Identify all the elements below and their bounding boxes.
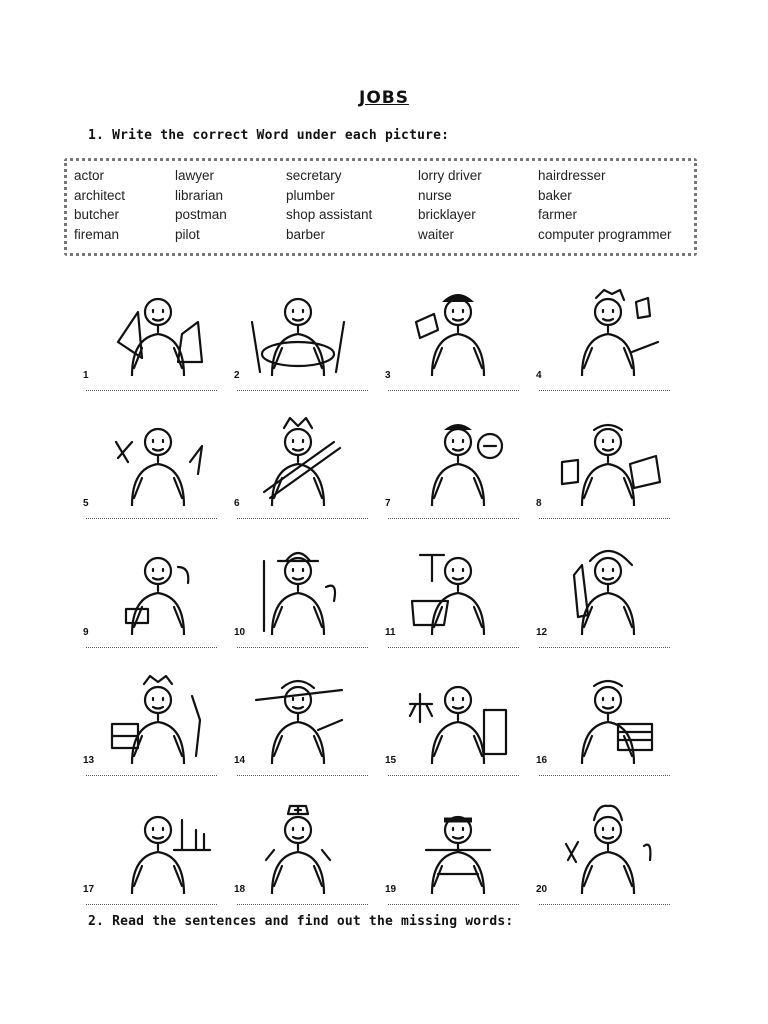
picture-number: 7 (385, 498, 391, 509)
picture-number: 8 (536, 498, 542, 509)
postman-icon (398, 272, 518, 376)
answer-line[interactable] (388, 775, 519, 776)
answer-line[interactable] (237, 647, 368, 648)
answer-line[interactable] (86, 647, 217, 648)
picture-number: 4 (536, 370, 542, 381)
word-bank-item: baker (538, 188, 572, 203)
word-bank-item: bricklayer (418, 207, 476, 222)
picture-number: 16 (536, 755, 548, 766)
answer-line[interactable] (86, 775, 217, 776)
answer-line[interactable] (388, 904, 519, 905)
answer-line[interactable] (86, 390, 217, 391)
hairdresser-icon (548, 790, 668, 894)
word-bank-item: lorry driver (418, 168, 482, 183)
answer-line[interactable] (539, 775, 670, 776)
answer-line[interactable] (237, 390, 368, 391)
picture-number: 9 (83, 627, 89, 638)
secretary-icon (98, 531, 218, 635)
word-bank-item: hairdresser (538, 168, 606, 183)
answer-line[interactable] (539, 390, 670, 391)
page-title: JOBS (359, 88, 409, 108)
picture-number: 14 (234, 755, 246, 766)
picture-number: 20 (536, 884, 548, 895)
word-bank-item: actor (74, 168, 105, 183)
word-bank-item: secretary (286, 168, 342, 183)
answer-line[interactable] (388, 647, 519, 648)
picture-number: 17 (83, 884, 95, 895)
word-bank-item: barber (286, 227, 326, 242)
word-bank-item: plumber (286, 188, 335, 203)
bricklayer-icon (98, 660, 218, 764)
barber-icon (98, 402, 218, 506)
picture-number: 15 (385, 755, 397, 766)
picture-number: 19 (385, 884, 397, 895)
word-bank-item: architect (74, 188, 126, 203)
plumber-icon (238, 660, 358, 764)
word-bank-item: computer programmer (538, 227, 672, 242)
answer-line[interactable] (86, 518, 217, 519)
answer-line[interactable] (388, 518, 519, 519)
answer-line[interactable] (388, 390, 519, 391)
picture-number: 5 (83, 498, 89, 509)
word-bank-item: lawyer (175, 168, 215, 183)
picture-number: 13 (83, 755, 95, 766)
nurse-icon (238, 790, 358, 894)
answer-line[interactable] (539, 647, 670, 648)
picture-number: 3 (385, 370, 391, 381)
word-bank-item: farmer (538, 207, 578, 222)
word-bank-item: nurse (418, 188, 452, 203)
picture-number: 6 (234, 498, 240, 509)
answer-line[interactable] (539, 904, 670, 905)
shop-assistant-icon (548, 402, 668, 506)
librarian-icon (548, 660, 668, 764)
lorry-driver-icon (238, 272, 358, 376)
word-bank-item: postman (175, 207, 227, 222)
butcher-icon (548, 272, 668, 376)
word-bank-item: librarian (175, 188, 224, 203)
fireman-icon (548, 531, 668, 635)
waiter-icon (98, 790, 218, 894)
answer-line[interactable] (237, 904, 368, 905)
picture-number: 12 (536, 627, 548, 638)
pilot-icon (398, 790, 518, 894)
word-bank-item: shop assistant (286, 207, 373, 222)
answer-line[interactable] (539, 518, 670, 519)
picture-number: 2 (234, 370, 240, 381)
word-bank-item: fireman (74, 227, 120, 242)
word-bank-item: butcher (74, 207, 120, 222)
farmer-icon (238, 531, 358, 635)
answer-line[interactable] (237, 518, 368, 519)
lawyer-icon (398, 660, 518, 764)
picture-number: 10 (234, 627, 246, 638)
instruction-1: 1. Write the correct Word under each picture: (88, 128, 450, 143)
instruction-2: 2. Read the sentences and find out the missing words: (88, 914, 514, 929)
picture-number: 11 (385, 627, 396, 638)
actor-icon (398, 402, 518, 506)
word-bank-item: pilot (175, 227, 200, 242)
computer-programmer-icon (398, 531, 518, 635)
baker-icon (238, 402, 358, 506)
answer-line[interactable] (86, 904, 217, 905)
answer-line[interactable] (237, 775, 368, 776)
architect-icon (98, 272, 218, 376)
word-bank-item: waiter (418, 227, 455, 242)
picture-number: 1 (83, 370, 89, 381)
picture-number: 18 (234, 884, 246, 895)
